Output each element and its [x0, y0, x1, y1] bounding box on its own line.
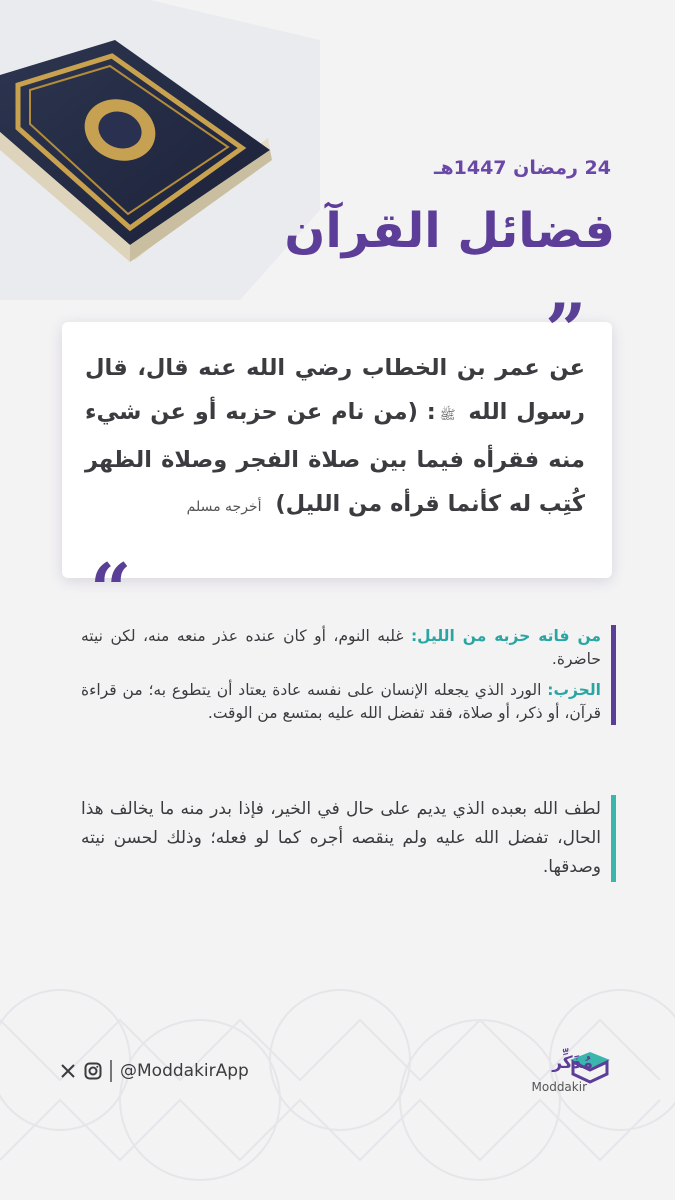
page-title: فضائل القرآن	[284, 203, 615, 259]
definition-term: الحزب:	[547, 681, 601, 699]
instagram-icon[interactable]	[84, 1062, 102, 1080]
hadith-source: أخرجه مسلم	[186, 499, 262, 515]
hadith-text	[85, 346, 585, 529]
hadith-text-part-2: : (من نام عن حزبه أو عن شيء منه فقرأه فيما بين صلاة الفجر وصلاة الظهر كُتِب له كأنما قرأه من الليل)	[85, 399, 585, 517]
definition-item	[81, 625, 601, 671]
definitions-block	[81, 625, 616, 725]
hadith-text-part-1: عن عمر بن الخطاب رضي الله عنه قال، قال رسول الله	[85, 355, 585, 425]
logo-text-english: Moddakir	[531, 1080, 587, 1094]
social-handle[interactable]: @ModdakirApp	[120, 1061, 249, 1081]
x-icon[interactable]	[60, 1063, 76, 1079]
hijri-date: 24 رمضان 1447هـ	[433, 157, 611, 179]
definition-text: الورد الذي يجعله الإنسان على نفسه عادة يعتاد أن يتطوع به؛ من قراءة قرآن، أو ذكر، أو صلاة، فقد تفضل الله عليه بمتسع من الوقت.	[81, 681, 601, 722]
quran-book-image	[0, 0, 320, 300]
social-links	[60, 1060, 249, 1082]
quote-open-icon: ”	[545, 287, 587, 372]
definition-term: من فاته حزبه من الليل:	[410, 627, 601, 645]
divider	[110, 1060, 112, 1082]
definition-item	[81, 679, 601, 725]
pbuh-symbol: ﷺ	[439, 408, 456, 423]
definition-text: غلبه النوم، أو كان عنده عذر منعه منه، لكن نيته حاضرة.	[81, 627, 601, 668]
logo-text-arabic: مُذَكِّر	[552, 1053, 593, 1073]
lesson-text: لطف الله بعبده الذي يديم على حال في الخير، فإذا بدر منه ما يخالف هذا الحال، تفضل الله عليه ولم ينقصه أجره كما لو فعله؛ وذلك لحسن نيته وصدقها.	[81, 795, 616, 882]
quote-close-icon: “	[90, 547, 132, 632]
